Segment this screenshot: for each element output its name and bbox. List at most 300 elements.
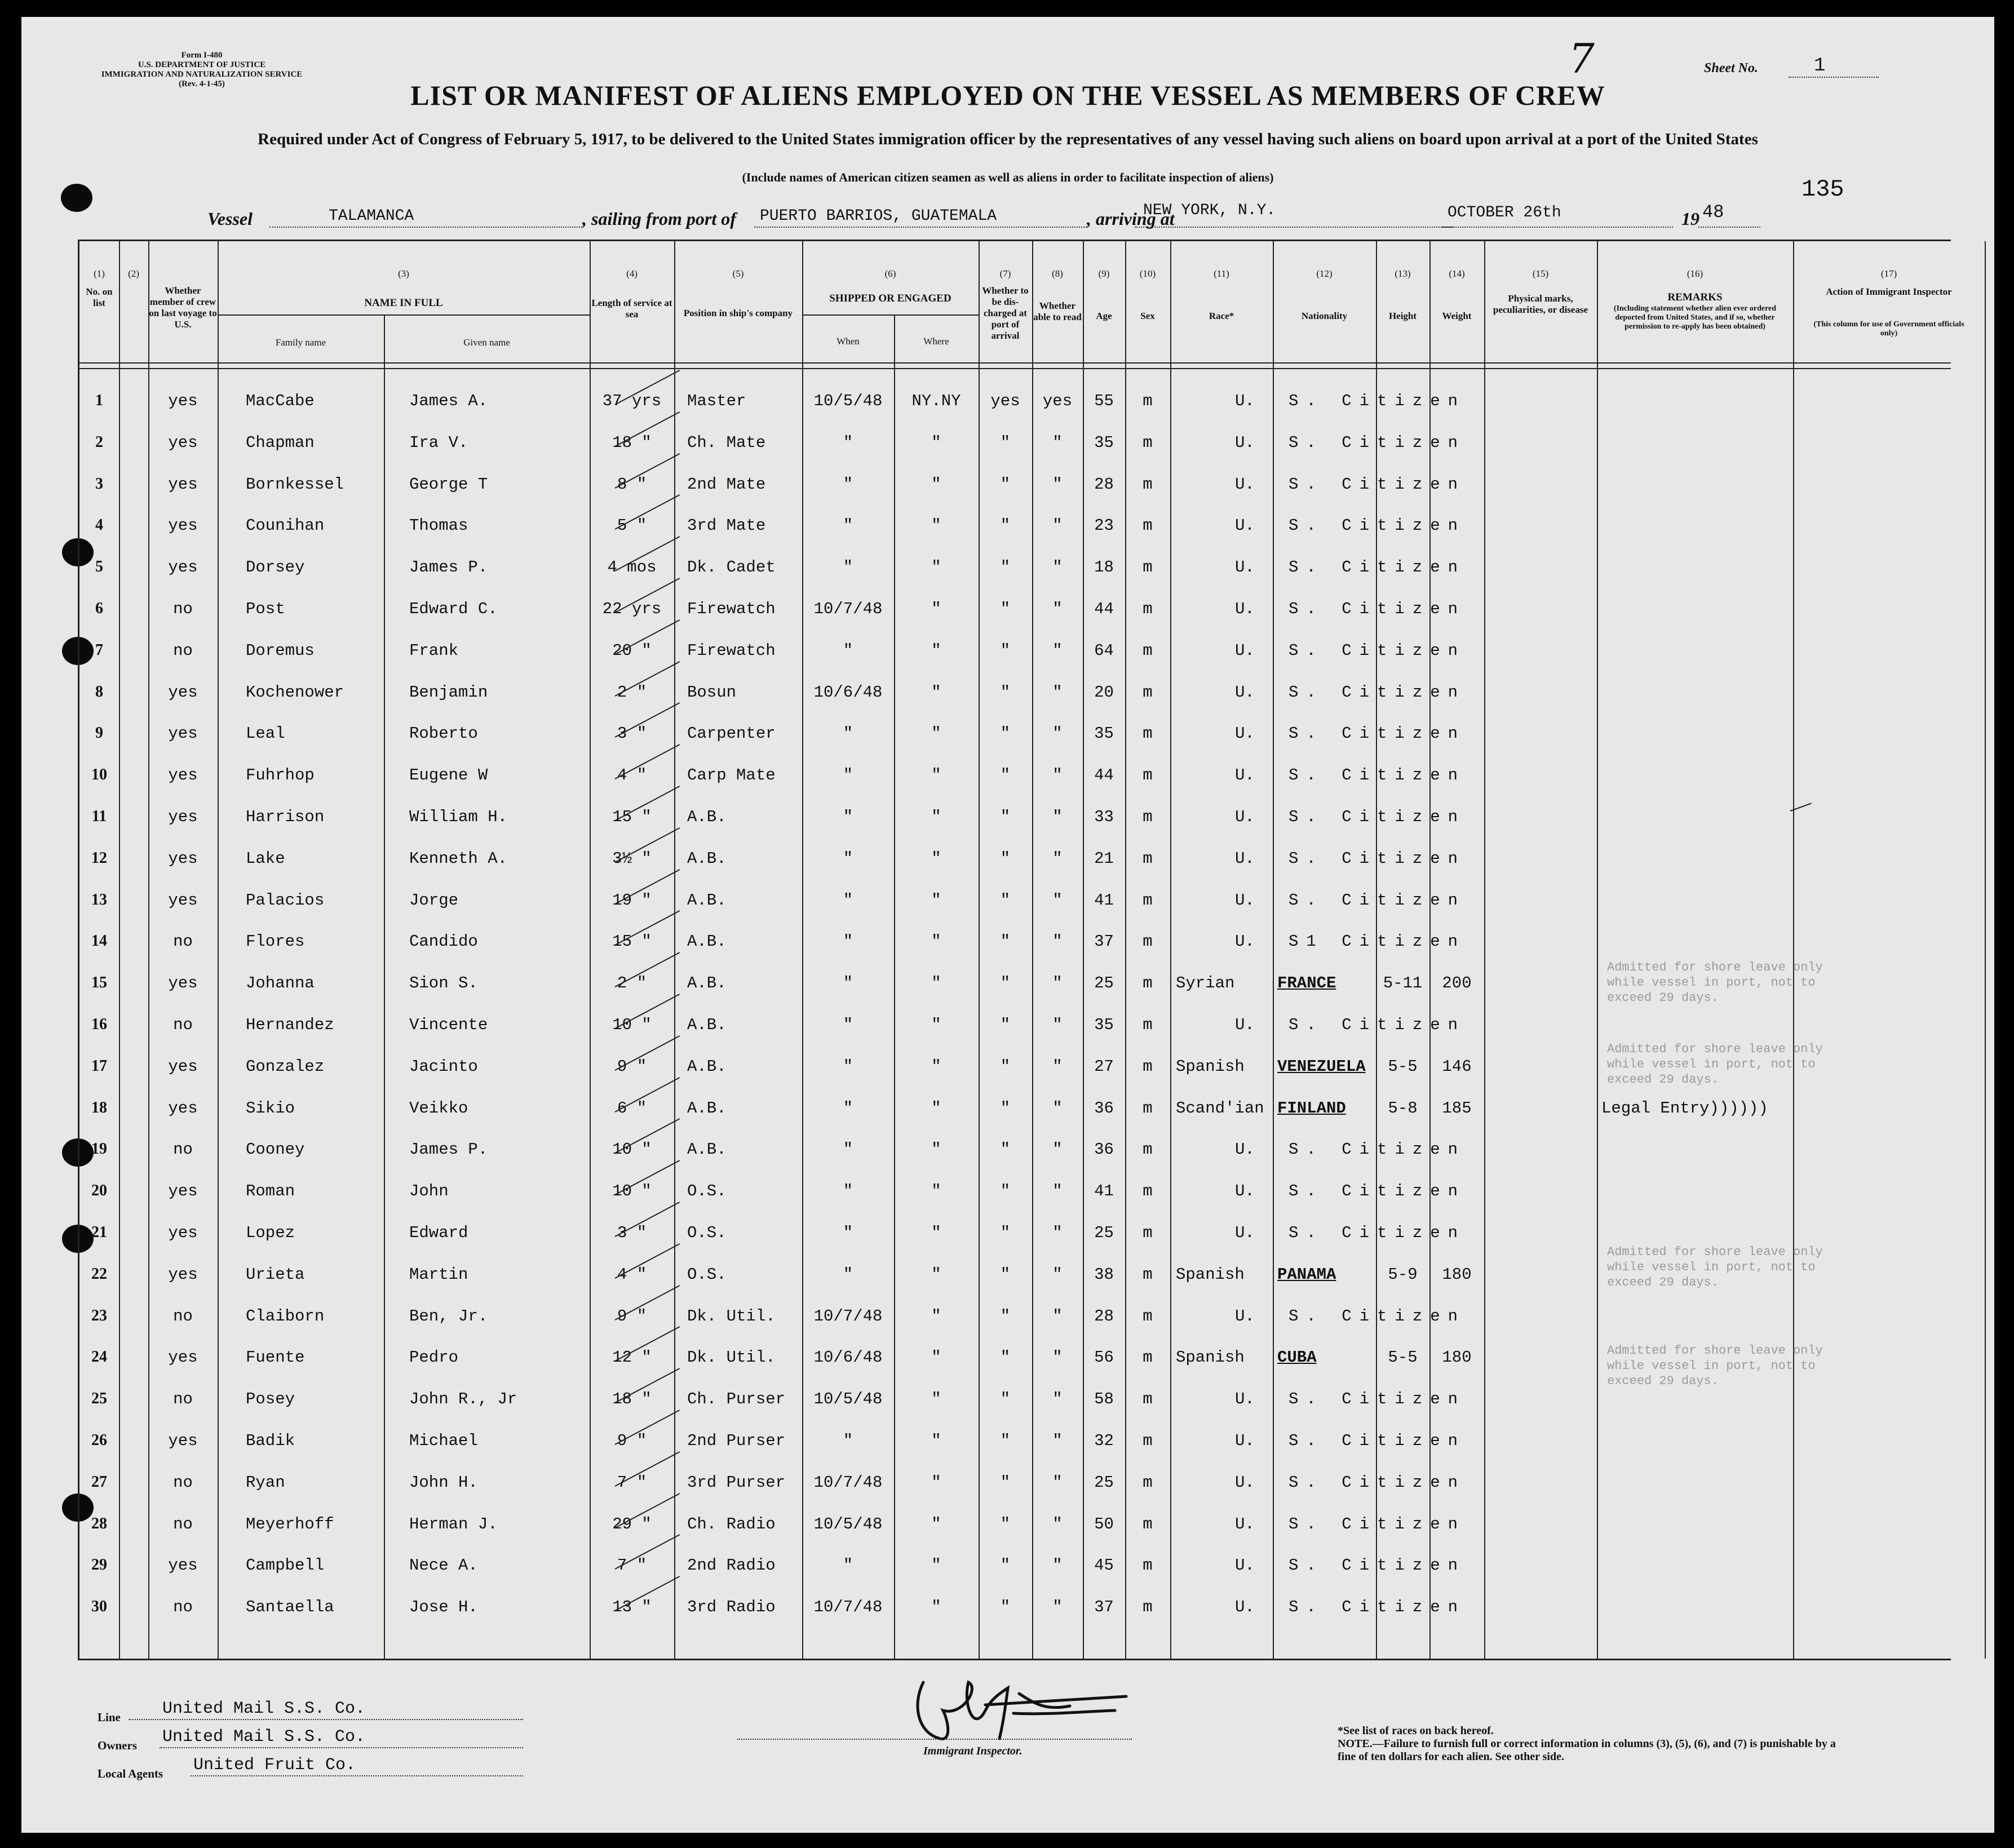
cell-prev: yes — [168, 516, 198, 535]
cell-where: " — [931, 1307, 941, 1326]
cell-where: " — [931, 1057, 941, 1076]
cell-nat: S. Citizen — [1289, 766, 1466, 785]
cell-when: " — [843, 1432, 853, 1450]
remarks-stamp: Admitted for shore leave only while vessel in port, not to exceed 29 days. — [1607, 960, 1823, 1005]
cell-nat: S. Citizen — [1289, 433, 1466, 452]
cell-family: Santaella — [246, 1598, 334, 1616]
cell-sex: m — [1143, 1265, 1153, 1284]
header-able-read: Whether able to read — [1033, 300, 1082, 322]
cell-nat: S. Citizen — [1289, 1224, 1466, 1242]
cell-nat: S. Citizen — [1289, 558, 1466, 577]
cell-position: 2nd Radio — [687, 1556, 776, 1575]
cell-given: James P. — [409, 558, 488, 577]
form-number: Form I-480 — [181, 51, 223, 60]
col-num-5: (5) — [732, 268, 744, 279]
cell-where: " — [931, 1556, 941, 1575]
cell-age: 55 — [1094, 392, 1114, 410]
cell-no: 15 — [91, 974, 107, 991]
cell-when: " — [843, 724, 853, 743]
cell-length: 13 " — [612, 1598, 652, 1616]
vessel-label: Vessel — [207, 209, 253, 229]
header-height: Height — [1388, 311, 1417, 321]
cell-race: Syrian — [1176, 974, 1235, 992]
cell-family: Dorsey — [246, 558, 305, 577]
line-dots — [129, 1719, 523, 1720]
cell-no: 6 — [95, 600, 103, 617]
crew-table — [78, 240, 1964, 1660]
cell-nat: S. Citizen — [1289, 1390, 1466, 1408]
cell-position: A.B. — [687, 849, 727, 868]
cell-nat: S. Citizen — [1289, 641, 1466, 660]
cell-when: 10/7/48 — [813, 1473, 883, 1492]
cell-sex: m — [1143, 849, 1153, 868]
col-num-1: (1) — [94, 268, 105, 279]
cell-age: 50 — [1094, 1515, 1114, 1534]
cell-where: " — [931, 1182, 941, 1200]
manifest-sheet — [21, 17, 1994, 1833]
cell-length: 12 " — [612, 1348, 652, 1367]
cell-given: Jorge — [409, 891, 459, 910]
cell-position: A.B. — [687, 1016, 727, 1034]
cell-where: " — [931, 475, 941, 494]
cell-where: " — [931, 1265, 941, 1284]
cell-discharged: " — [1000, 1224, 1011, 1242]
col-num-7: (7) — [999, 268, 1011, 279]
cell-nat: PANAMA — [1277, 1265, 1336, 1284]
cell-given: Martin — [409, 1265, 468, 1284]
cell-read: " — [1052, 1390, 1063, 1408]
cell-discharged: " — [1000, 1348, 1011, 1367]
cell-read: " — [1052, 1598, 1063, 1616]
cell-when: 10/7/48 — [813, 1598, 883, 1616]
cell-where: " — [931, 1598, 941, 1616]
header-where: Where — [923, 336, 949, 347]
page-subtitle: Required under Act of Congress of February 5, 1917, to be delivered to the United States immigration officer by the representatives of any vessel having such aliens on board upon arrival at a port of the United States — [258, 130, 1758, 148]
cell-age: 35 — [1094, 433, 1114, 452]
race-note: *See list of races on back hereof. — [1338, 1725, 1494, 1737]
cell-prev: yes — [168, 1182, 198, 1200]
service-name: IMMIGRATION AND NATURALIZATION SERVICE — [101, 70, 303, 79]
cell-read: " — [1052, 1515, 1063, 1534]
cell-position: Dk. Util. — [687, 1307, 776, 1326]
cell-race: U. — [1235, 683, 1255, 702]
cell-discharged: " — [1000, 1057, 1011, 1076]
cell-nat: S. Citizen — [1289, 516, 1466, 535]
cell-prev: no — [173, 1473, 193, 1492]
cell-race: U. — [1235, 891, 1255, 910]
cell-sex: m — [1143, 475, 1153, 494]
cell-prev: yes — [168, 558, 198, 577]
line-value: United Mail S.S. Co. — [162, 1699, 366, 1718]
cell-where: NY.NY — [911, 392, 961, 410]
cell-where: " — [931, 849, 941, 868]
cell-position: A.B. — [687, 1140, 727, 1159]
cell-height: 5-5 — [1388, 1348, 1418, 1367]
cell-family: Campbell — [246, 1556, 325, 1575]
cell-race: U. — [1235, 1515, 1255, 1534]
cell-position: Firewatch — [687, 641, 776, 660]
cell-age: 38 — [1094, 1265, 1114, 1284]
cell-where: " — [931, 1473, 941, 1492]
cell-where: " — [931, 974, 941, 992]
cell-race: U. — [1235, 1432, 1255, 1450]
cell-prev: yes — [168, 1099, 198, 1118]
cell-read: " — [1052, 891, 1063, 910]
cell-age: 56 — [1094, 1348, 1114, 1367]
cell-length: 4 " — [617, 1265, 647, 1284]
cell-prev: no — [173, 1140, 193, 1159]
col-num-8: (8) — [1052, 268, 1063, 279]
inspector-caption: Immigrant Inspector. — [923, 1745, 1023, 1757]
cell-read: " — [1052, 1556, 1063, 1575]
cell-sex: m — [1143, 516, 1153, 535]
sheet-number-line — [1789, 77, 1879, 78]
cell-given: Candido — [409, 932, 478, 951]
cell-read: " — [1052, 724, 1063, 743]
cell-discharged: " — [1000, 724, 1011, 743]
cell-race: Spanish — [1176, 1348, 1245, 1367]
cell-race: U. — [1235, 1182, 1255, 1200]
cell-age: 35 — [1094, 724, 1114, 743]
footer-note — [1338, 1725, 1845, 1763]
punch-hole — [61, 184, 92, 212]
cell-age: 32 — [1094, 1432, 1114, 1450]
cell-sex: m — [1143, 808, 1153, 826]
cell-race: Spanish — [1176, 1057, 1245, 1076]
col-num-6: (6) — [884, 268, 896, 279]
cell-read: " — [1052, 849, 1063, 868]
cell-remarks: Legal Entry)))))) — [1601, 1099, 1768, 1118]
col-num-14: (14) — [1449, 268, 1465, 279]
cell-age: 58 — [1094, 1390, 1114, 1408]
cell-length: 18 " — [612, 433, 652, 452]
cell-family: Doremus — [246, 641, 315, 660]
cell-sex: m — [1143, 891, 1153, 910]
cell-sex: m — [1143, 1598, 1153, 1616]
cell-family: Hernandez — [246, 1016, 334, 1034]
cell-where: " — [931, 1016, 941, 1034]
cell-prev: no — [173, 932, 193, 951]
col-num-12: (12) — [1316, 268, 1333, 279]
cell-where: " — [931, 1140, 941, 1159]
cell-read: " — [1052, 600, 1063, 618]
cell-age: 21 — [1094, 849, 1114, 868]
cell-age: 33 — [1094, 808, 1114, 826]
sailing-label: , sailing from port of — [582, 209, 736, 229]
cell-no: 2 — [95, 433, 103, 451]
cell-where: " — [931, 433, 941, 452]
remarks-stamp: Admitted for shore leave only while vessel in port, not to exceed 29 days. — [1607, 1042, 1823, 1087]
cell-given: Jose H. — [409, 1598, 478, 1616]
corner-mark: 7 — [1569, 35, 1595, 82]
page-subtitle-note: (Include names of American citizen seamen as well as aliens in order to facilitate inspection of aliens) — [742, 170, 1274, 184]
header-given-name: Given name — [463, 337, 510, 348]
cell-prev: yes — [168, 1224, 198, 1242]
cell-length: 37 yrs — [602, 392, 662, 410]
cell-given: Herman J. — [409, 1515, 498, 1534]
cell-sex: m — [1143, 558, 1153, 577]
cell-when: " — [843, 1099, 853, 1118]
cell-when: " — [843, 1224, 853, 1242]
cell-given: John — [409, 1182, 449, 1200]
header-previous-voyage: Whether member of crew on last voyage to U.S. — [149, 285, 217, 330]
cell-sex: m — [1143, 974, 1153, 992]
cell-discharged: " — [1000, 1515, 1011, 1534]
cell-length: 2 " — [617, 683, 647, 702]
cell-no: 28 — [91, 1515, 107, 1532]
header-action: Action of Immigrant Inspector — [1826, 286, 1952, 297]
cell-race: U. — [1235, 600, 1255, 618]
cell-prev: no — [173, 1390, 193, 1408]
cell-when: 10/6/48 — [813, 1348, 883, 1367]
cell-no: 1 — [95, 392, 103, 409]
cell-given: Ira V. — [409, 433, 468, 452]
cell-race: U. — [1235, 766, 1255, 785]
cell-nat: S. Citizen — [1289, 1182, 1466, 1200]
cell-where: " — [931, 641, 941, 660]
cell-family: Counihan — [246, 516, 325, 535]
cell-sex: m — [1143, 766, 1153, 785]
cell-race: U. — [1235, 1598, 1255, 1616]
cell-position: A.B. — [687, 932, 727, 951]
cell-height: 5-9 — [1388, 1265, 1418, 1284]
cell-prev: yes — [168, 808, 198, 826]
cell-sex: m — [1143, 1182, 1153, 1200]
cell-nat: S. Citizen — [1289, 891, 1466, 910]
cell-discharged: " — [1000, 974, 1011, 992]
sheet-number: 1 — [1814, 55, 1826, 77]
cell-position: Master — [687, 392, 746, 410]
cell-prev: yes — [168, 683, 198, 702]
cell-no: 4 — [95, 516, 103, 534]
cell-sex: m — [1143, 1473, 1153, 1492]
cell-weight: 146 — [1442, 1057, 1472, 1076]
cell-given: Veikko — [409, 1099, 468, 1118]
cell-length: 15 " — [612, 932, 652, 951]
year-value: 48 — [1702, 202, 1724, 223]
cell-sex: m — [1143, 641, 1153, 660]
cell-discharged: " — [1000, 433, 1011, 452]
cell-discharged: " — [1000, 683, 1011, 702]
cell-nat: CUBA — [1277, 1348, 1317, 1367]
cell-nat: S. Citizen — [1289, 1515, 1466, 1534]
cell-position: O.S. — [687, 1182, 727, 1200]
cell-position: A.B. — [687, 1057, 727, 1076]
cell-no: 5 — [95, 558, 103, 575]
agents-dots — [191, 1775, 523, 1776]
cell-family: Badik — [246, 1432, 295, 1450]
col-num-9: (9) — [1098, 268, 1110, 279]
header-race: Race* — [1209, 311, 1234, 321]
cell-when: " — [843, 1016, 853, 1034]
cell-no: 18 — [91, 1099, 107, 1116]
cell-position: Dk. Util. — [687, 1348, 776, 1367]
cell-family: Leal — [246, 724, 285, 743]
cell-length: 9 " — [617, 1057, 647, 1076]
cell-nat: S. Citizen — [1289, 683, 1466, 702]
col-num-10: (10) — [1139, 268, 1156, 279]
cell-race: U. — [1235, 1307, 1255, 1326]
cell-prev: yes — [168, 1556, 198, 1575]
cell-when: 10/5/48 — [813, 392, 883, 410]
cell-nat: FINLAND — [1277, 1099, 1346, 1118]
cell-length: 8 " — [617, 475, 647, 494]
cell-family: Posey — [246, 1390, 295, 1408]
cell-age: 28 — [1094, 1307, 1114, 1326]
page-title: LIST OR MANIFEST OF ALIENS EMPLOYED ON THE VESSEL AS MEMBERS OF CREW — [410, 79, 1605, 111]
cell-nat: S. Citizen — [1289, 849, 1466, 868]
cell-no: 14 — [91, 932, 107, 950]
cell-given: Thomas — [409, 516, 468, 535]
year-label: 19 — [1681, 209, 1699, 229]
cell-when: " — [843, 808, 853, 826]
cell-age: 44 — [1094, 600, 1114, 618]
cell-where: " — [931, 1099, 941, 1118]
cell-length: 6 " — [617, 1099, 647, 1118]
cell-weight: 180 — [1442, 1265, 1472, 1284]
cell-read: " — [1052, 1473, 1063, 1492]
cell-prev: yes — [168, 849, 198, 868]
sheet-label: Sheet No. — [1704, 61, 1758, 76]
cell-sex: m — [1143, 1390, 1153, 1408]
col-num-13: (13) — [1395, 268, 1411, 279]
cell-length: 4 mos — [607, 558, 657, 577]
cell-where: " — [931, 683, 941, 702]
header-weight: Weight — [1442, 311, 1472, 321]
cell-no: 16 — [91, 1016, 107, 1033]
cell-nat: S. Citizen — [1289, 1432, 1466, 1450]
cell-prev: yes — [168, 433, 198, 452]
cell-discharged: " — [1000, 1140, 1011, 1159]
signature-line — [737, 1739, 1132, 1740]
cell-read: " — [1052, 1182, 1063, 1200]
cell-sex: m — [1143, 1515, 1153, 1534]
cell-race: U. — [1235, 1556, 1255, 1575]
remarks-stamp: Admitted for shore leave only while vessel in port, not to exceed 29 days. — [1607, 1344, 1823, 1388]
cell-family: Claiborn — [246, 1307, 325, 1326]
form-revision: (Rev. 4-1-45) — [179, 79, 225, 88]
header-length-service: Length of service at sea — [591, 298, 672, 320]
cell-nat: S. Citizen — [1289, 1140, 1466, 1159]
owners-value: United Mail S.S. Co. — [162, 1727, 366, 1747]
cell-length: 9 " — [617, 1432, 647, 1450]
cell-length: 3½ " — [612, 849, 652, 868]
cell-read: yes — [1042, 392, 1073, 410]
cell-prev: no — [173, 641, 193, 660]
cell-sex: m — [1143, 1348, 1153, 1367]
cell-position: Dk. Cadet — [687, 558, 776, 577]
cell-when: 10/7/48 — [813, 600, 883, 618]
cell-position: Ch. Radio — [687, 1515, 776, 1534]
cell-read: " — [1052, 1432, 1063, 1450]
cell-given: Edward — [409, 1224, 468, 1242]
cell-race: U. — [1235, 392, 1255, 410]
cell-when: " — [843, 558, 853, 577]
cell-given: Benjamin — [409, 683, 488, 702]
cell-no: 11 — [91, 808, 107, 825]
cell-when: " — [843, 1057, 853, 1076]
col-num-17: (17) — [1880, 268, 1897, 279]
arrival-port-line — [1135, 227, 1453, 228]
cell-no: 10 — [91, 766, 107, 783]
header-nationality: Nationality — [1301, 311, 1348, 321]
cell-age: 41 — [1094, 1182, 1114, 1200]
cell-race: U. — [1235, 475, 1255, 494]
cell-read: " — [1052, 683, 1063, 702]
header-shipped-engaged: SHIPPED OR ENGAGED — [829, 293, 951, 304]
cell-no: 12 — [91, 849, 107, 867]
cell-read: " — [1052, 1265, 1063, 1284]
cell-length: 3 " — [617, 1224, 647, 1242]
header-discharged: Whether to be dis-charged at port of arrival — [982, 285, 1029, 341]
cell-given: Vincente — [409, 1016, 488, 1034]
cell-nat: S. Citizen — [1289, 724, 1466, 743]
cell-discharged: " — [1000, 766, 1011, 785]
cell-race: Scand'ian — [1176, 1099, 1264, 1118]
cell-when: " — [843, 932, 853, 951]
agents-value: United Fruit Co. — [193, 1756, 356, 1775]
cell-discharged: " — [1000, 1473, 1011, 1492]
cell-no: 23 — [91, 1307, 107, 1324]
cell-given: Frank — [409, 641, 459, 660]
cell-given: Nece A. — [409, 1556, 478, 1575]
cell-age: 27 — [1094, 1057, 1114, 1076]
cell-prev: yes — [168, 724, 198, 743]
cell-sex: m — [1143, 433, 1153, 452]
cell-length: 19 " — [612, 891, 652, 910]
cell-weight: 185 — [1442, 1099, 1472, 1118]
cell-discharged: " — [1000, 1265, 1011, 1284]
cell-prev: yes — [168, 1348, 198, 1367]
cell-discharged: " — [1000, 1099, 1011, 1118]
cell-prev: yes — [168, 891, 198, 910]
cell-position: Carpenter — [687, 724, 776, 743]
cell-age: 44 — [1094, 766, 1114, 785]
cell-sex: m — [1143, 1016, 1153, 1034]
cell-family: Cooney — [246, 1140, 305, 1159]
cell-read: " — [1052, 475, 1063, 494]
cell-position: 2nd Purser — [687, 1432, 786, 1450]
cell-prev: yes — [168, 1057, 198, 1076]
header-sex: Sex — [1140, 311, 1155, 321]
cell-discharged: " — [1000, 1307, 1011, 1326]
cell-no: 7 — [95, 641, 103, 659]
cell-length: 18 " — [612, 1390, 652, 1408]
cell-no: 20 — [91, 1182, 107, 1199]
cell-given: Michael — [409, 1432, 478, 1450]
cell-sex: m — [1143, 600, 1153, 618]
cell-family: Roman — [246, 1182, 295, 1200]
cell-prev: yes — [168, 392, 198, 410]
cell-no: 3 — [95, 475, 103, 493]
cell-nat: S. Citizen — [1289, 475, 1466, 494]
cell-nat: FRANCE — [1277, 974, 1336, 992]
cell-race: U. — [1235, 433, 1255, 452]
cell-read: " — [1052, 516, 1063, 535]
cell-race: U. — [1235, 1224, 1255, 1242]
cell-where: " — [931, 891, 941, 910]
cell-no: 29 — [91, 1556, 107, 1574]
cell-age: 41 — [1094, 891, 1114, 910]
cell-family: Meyerhoff — [246, 1515, 334, 1534]
cell-length: 9 " — [617, 1307, 647, 1326]
col-num-11: (11) — [1214, 268, 1229, 279]
cell-discharged: " — [1000, 1390, 1011, 1408]
cell-weight: 180 — [1442, 1348, 1472, 1367]
cell-age: 25 — [1094, 974, 1114, 992]
cell-family: MacCabe — [246, 392, 315, 410]
cell-family: Urieta — [246, 1265, 305, 1284]
